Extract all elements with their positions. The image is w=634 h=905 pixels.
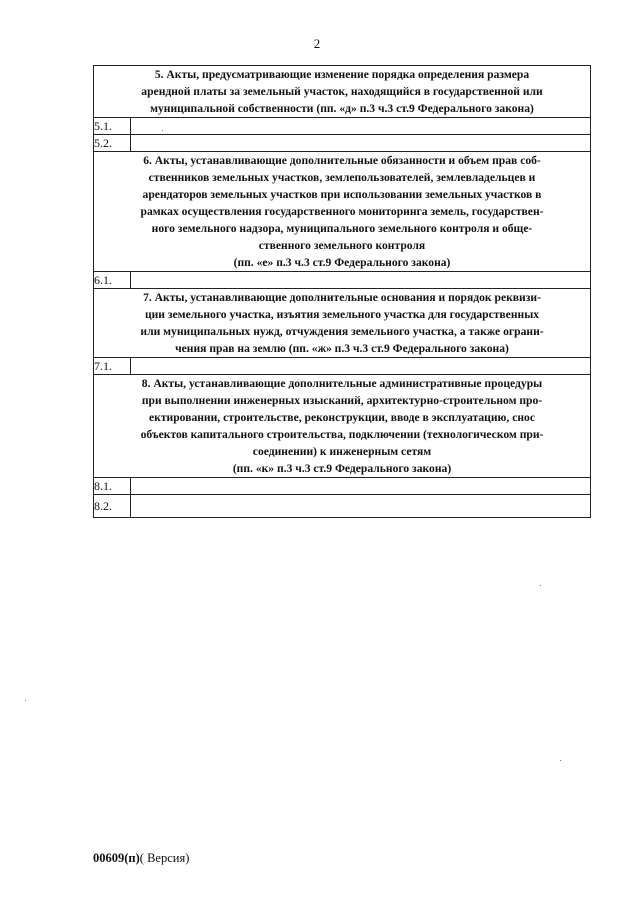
scan-speck: [540, 585, 541, 586]
table-row: [94, 358, 591, 375]
table-row: [94, 118, 591, 135]
heading-line: ции земельного участка, изъятия земельного участка для государственных: [144, 308, 540, 321]
table-row: [94, 478, 591, 495]
heading-line: при выполнении инженерных изысканий, архитектурно-строительном про-: [141, 394, 543, 407]
document-version: ( Версия): [139, 851, 190, 865]
heading-line: объектов капитального строительства, подключении (технологическом при-: [140, 428, 544, 441]
section-8-heading: [94, 375, 591, 478]
section-6-heading: [94, 152, 591, 272]
row-content-cell: [131, 135, 591, 152]
table-row: [94, 135, 591, 152]
section-7-heading-row: [94, 289, 591, 358]
heading-line: ектировании, строительстве, реконструкции, вводе в эксплуатацию, снос: [149, 411, 535, 424]
row-content-cell: [131, 478, 591, 495]
table-row: [94, 495, 591, 518]
row-content-cell: [131, 118, 591, 135]
section-8-heading-row: [94, 375, 591, 478]
heading-line: чения прав на землю (пп. «ж» п.3 ч.3 ст.9 Федерального закона): [175, 342, 509, 355]
row-content-cell: [131, 495, 591, 518]
section-6-heading-row: [94, 152, 591, 272]
row-number: 5.2.: [94, 135, 131, 152]
row-content-cell: [131, 358, 591, 375]
heading-line: (пп. «е» п.3 ч.3 ст.9 Федерального закона): [233, 256, 451, 269]
scan-speck: [560, 760, 561, 761]
table-row: [94, 272, 591, 289]
acts-table: [93, 65, 591, 518]
heading-line: 6. Акты, устанавливающие дополнительные обязанности и объем прав соб-: [143, 154, 541, 167]
heading-line: 7. Акты, устанавливающие дополнительные основания и порядок реквизи-: [143, 291, 541, 304]
heading-line: рамках осуществления государственного мониторинга земель, государствен-: [140, 205, 544, 218]
section-5-heading-row: [94, 66, 591, 118]
row-number: 8.2.: [94, 495, 131, 518]
scan-speck: [25, 700, 26, 701]
heading-line: ственников земельных участков, землепользователей, землевладельцев и: [148, 171, 536, 184]
heading-line: или муниципальных нужд, отчуждения земельного участка, а также ограни-: [140, 325, 544, 338]
heading-line: 8. Акты, устанавливающие дополнительные административные процедуры: [141, 377, 543, 390]
row-content-cell: [131, 272, 591, 289]
document-footer: [93, 851, 189, 866]
heading-line: ственного земельного контроля: [258, 239, 426, 252]
scan-speck: [162, 130, 163, 131]
row-number: 6.1.: [94, 272, 131, 289]
heading-line: ного земельного надзора, муниципального земельного контроля и обще-: [151, 222, 533, 235]
row-number: 7.1.: [94, 358, 131, 375]
document-code: 00609(п): [93, 851, 140, 865]
heading-line: соединении) к инженерным сетям: [252, 445, 432, 458]
row-number: 5.1.: [94, 118, 131, 135]
row-number: 8.1.: [94, 478, 131, 495]
heading-line: арендной платы за земельный участок, находящийся в государственной или: [141, 85, 543, 98]
page-number: 2: [313, 36, 321, 51]
heading-line: (пп. «к» п.3 ч.3 ст.9 Федерального закона): [232, 462, 452, 475]
heading-line: арендаторов земельных участков при использовании земельных участков в: [142, 188, 542, 201]
section-7-heading: [94, 289, 591, 358]
section-5-heading: [94, 66, 591, 118]
heading-line: муниципальной собственности (пп. «д» п.3 ч.3 ст.9 Федерального закона): [150, 102, 534, 115]
heading-line: 5. Акты, предусматривающие изменение порядка определения размера: [154, 68, 530, 81]
